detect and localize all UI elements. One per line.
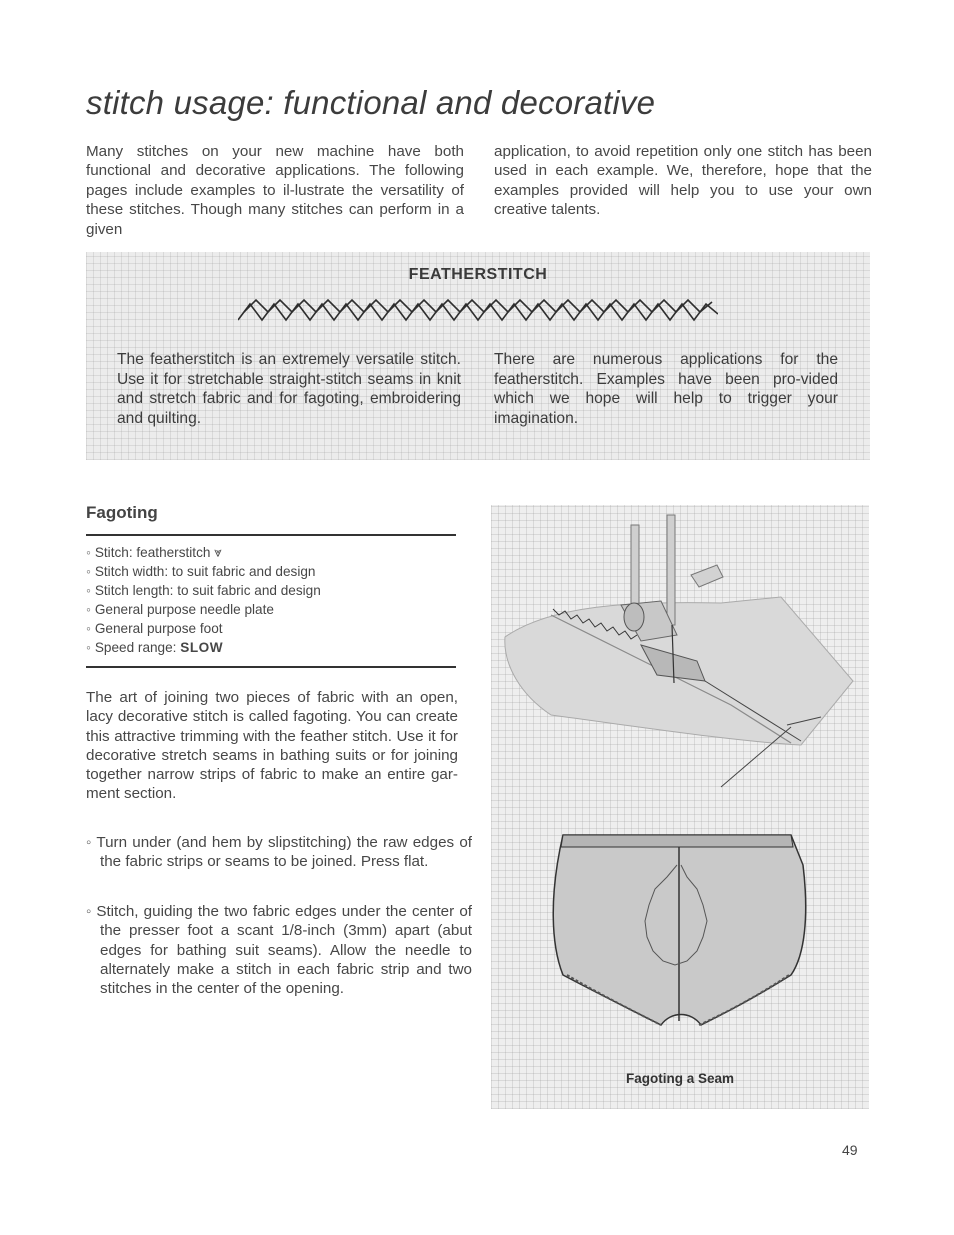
page-title: stitch usage: functional and decorative <box>86 84 656 121</box>
sewing-machine-illustration <box>491 505 869 805</box>
spec-label: Speed range: <box>94 640 177 655</box>
bullet-icon: ◦ <box>86 583 91 598</box>
bathing-suit-illustration <box>491 825 869 1055</box>
fagoting-illustration <box>491 505 869 1109</box>
step-stitch <box>86 902 472 998</box>
spec-label: Stitch: <box>94 545 133 560</box>
featherstitch-symbol-icon: ⩔ <box>214 545 222 560</box>
bullet-icon: ◦ <box>86 903 93 920</box>
bullet-icon: ◦ <box>86 602 91 617</box>
spec-item-speed-range <box>86 638 321 657</box>
fagoting-heading: Fagoting <box>86 503 158 522</box>
spec-item-foot <box>86 619 321 638</box>
page-number: 49 <box>842 1142 858 1158</box>
spec-label: Stitch width: <box>94 564 169 579</box>
spec-item-stitch <box>86 543 321 562</box>
step-turn-under <box>86 833 472 872</box>
spec-value: featherstitch <box>136 545 211 560</box>
spec-value: to suit fabric and design <box>177 583 321 598</box>
section-divider-bottom <box>86 666 456 668</box>
spec-item-needle-plate <box>86 600 321 619</box>
bullet-icon: ◦ <box>86 834 93 851</box>
bullet-icon: ◦ <box>86 640 91 655</box>
spec-label: General purpose foot <box>94 621 223 636</box>
fagoting-description: The art of joining two pieces of fabric with an open, lacy decorative stitch is called fagoting. You can create this attractive trimming with the feather stitch. Use it for decorative stretch seams in bathing suits or for joining together narrow strips of fabric to make an entire gar-ment section. <box>86 689 458 803</box>
intro-text-left: Many stitches on your new machine have both functional and decorative applications. The following pages include examples to il-lustrate the versatility of these stitches. Though many stitches can perform in a given <box>86 143 464 238</box>
section-divider-top <box>86 534 456 536</box>
featherstitch-text-right: There are numerous applications for the featherstitch. Examples have been pro-vided which we hope will help to trigger your imagination. <box>494 351 838 427</box>
spec-value: SLOW <box>180 640 224 655</box>
featherstitch-heading: FEATHERSTITCH <box>408 266 548 283</box>
step-text: Turn under (and hem by slipstitching) the raw edges of the fabric strips or seams to be joined. Press flat. <box>96 834 472 871</box>
featherstitch-text-left: The featherstitch is an extremely versatile stitch. Use it for stretchable straight-stitch seams in knit and stretch fabric and for fagoting, embroidering and quilting. <box>117 351 461 427</box>
step-text: Stitch, guiding the two fabric edges under the center of the presser foot a scant 1/8-inch (3mm) apart (abut edges for bathing suit seams). Allow the needle to alternately make a stitch in each fabric strip and two stitches in the center of the opening. <box>96 903 472 998</box>
featherstitch-sample-icon <box>238 294 718 330</box>
spec-label: Stitch length: <box>94 583 174 598</box>
bullet-icon: ◦ <box>86 545 91 560</box>
bullet-icon: ◦ <box>86 621 91 636</box>
featherstitch-panel <box>86 252 870 460</box>
bullet-icon: ◦ <box>86 564 91 579</box>
spec-value: to suit fabric and design <box>171 564 316 579</box>
spec-item-stitch-width <box>86 562 321 581</box>
spec-label: General purpose needle plate <box>94 602 274 617</box>
spec-item-stitch-length <box>86 581 321 600</box>
intro-text-right: application, to avoid repetition only one stitch has been used in each example. We, therefore, hope that the examples provided will help you to use your own creative talents. <box>494 143 872 219</box>
stitch-settings-list <box>86 543 321 657</box>
illustration-caption: Fagoting a Seam <box>625 1071 735 1086</box>
